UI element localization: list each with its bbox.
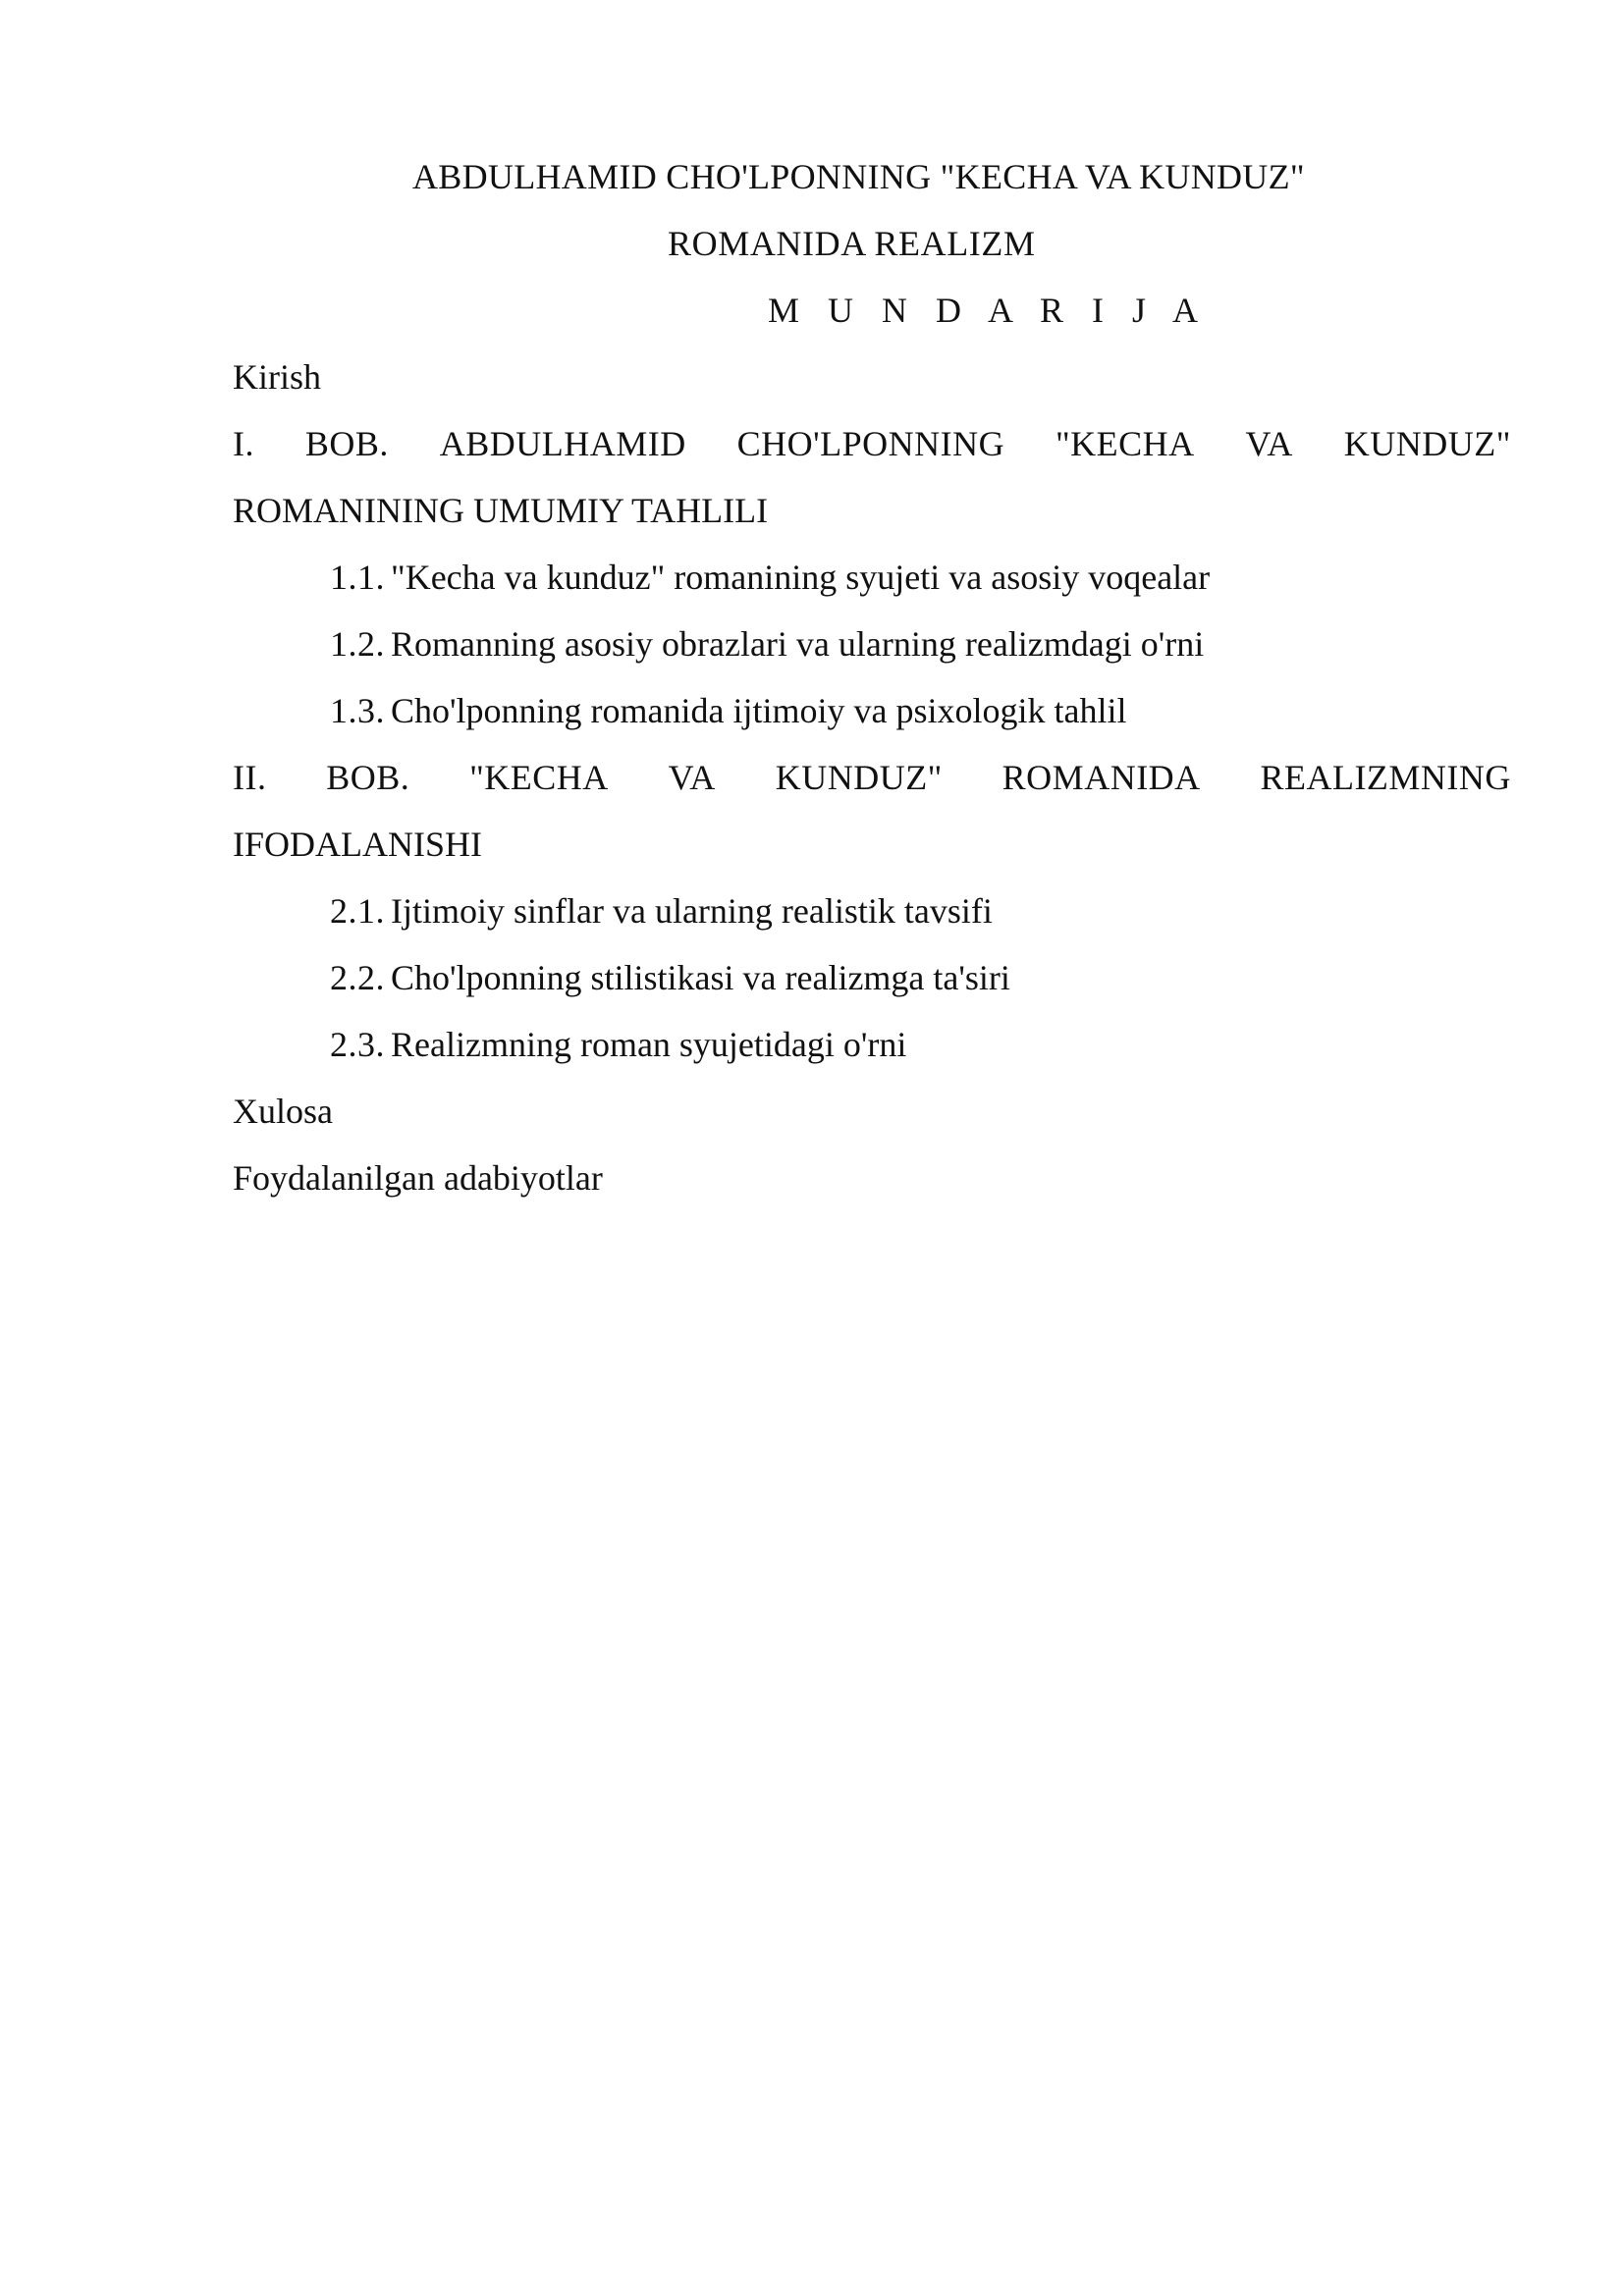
toc-chapter-2-word: II. (233, 758, 267, 797)
toc-section-1-2 (330, 626, 1204, 662)
toc-chapter-1-word: I. (233, 424, 254, 463)
toc-chapter-2-word: "KECHA (469, 758, 609, 797)
section-title: Romanning asosiy obrazlari va ularning realizmdagi o'rni (391, 624, 1205, 664)
toc-section-1-3 (330, 693, 1126, 728)
toc-chapter-2-continuation: IFODALANISHI (233, 825, 482, 864)
toc-chapter-2-word: BOB. (326, 758, 410, 797)
toc-chapter-2-word: KUNDUZ" (775, 758, 943, 797)
document-title-line-2: ROMANIDA REALIZM (668, 224, 1036, 263)
section-title: Ijtimoiy sinflar va ularning realistik tavsifi (391, 891, 993, 931)
document-title-line-1: ABDULHAMID CHO'LPONNING "KECHA VA KUNDUZ" (412, 157, 1305, 196)
toc-entry-references: Foydalanilgan adabiyotlar (233, 1158, 603, 1198)
toc-section-2-3 (330, 1027, 906, 1062)
toc-section-2-2 (330, 960, 1010, 995)
section-title: Cho'lponning stilistikasi va realizmga ta'siri (391, 958, 1010, 997)
toc-chapter-1-word: CHO'LPONNING (736, 424, 1005, 463)
toc-chapter-1-word: ABDULHAMID (439, 424, 686, 463)
toc-chapter-1-heading (233, 426, 1511, 461)
toc-entry-intro: Kirish (233, 357, 321, 397)
section-number: 2.1. (330, 891, 385, 931)
section-number: 1.1. (330, 558, 385, 597)
section-number: 2.3. (330, 1025, 385, 1064)
toc-chapter-2-word: VA (668, 758, 716, 797)
toc-chapter-2-word: ROMANIDA (1001, 758, 1201, 797)
toc-chapter-1-word: KUNDUZ" (1343, 424, 1511, 463)
toc-chapter-1-word: "KECHA (1055, 424, 1195, 463)
toc-chapter-2-heading (233, 760, 1511, 795)
section-number: 1.2. (330, 624, 385, 664)
toc-entry-conclusion: Xulosa (233, 1092, 333, 1131)
toc-chapter-1-continuation: ROMANINING UMUMIY TAHLILI (233, 491, 769, 530)
section-title: Cho'lponning romanida ijtimoiy va psixologik tahlil (391, 691, 1127, 730)
toc-chapter-1-word: BOB. (304, 424, 389, 463)
toc-chapter-2-word: REALIZMNING (1260, 758, 1511, 797)
section-title: "Kecha va kunduz" romanining syujeti va asosiy voqealar (391, 558, 1211, 597)
contents-heading: M U N D A R I J A (768, 291, 1209, 330)
section-number: 1.3. (330, 691, 385, 730)
section-title: Realizmning roman syujetidagi o'rni (391, 1025, 907, 1064)
toc-section-2-1 (330, 893, 993, 929)
toc-section-1-1 (330, 560, 1210, 595)
toc-chapter-1-word: VA (1245, 424, 1293, 463)
section-number: 2.2. (330, 958, 385, 997)
